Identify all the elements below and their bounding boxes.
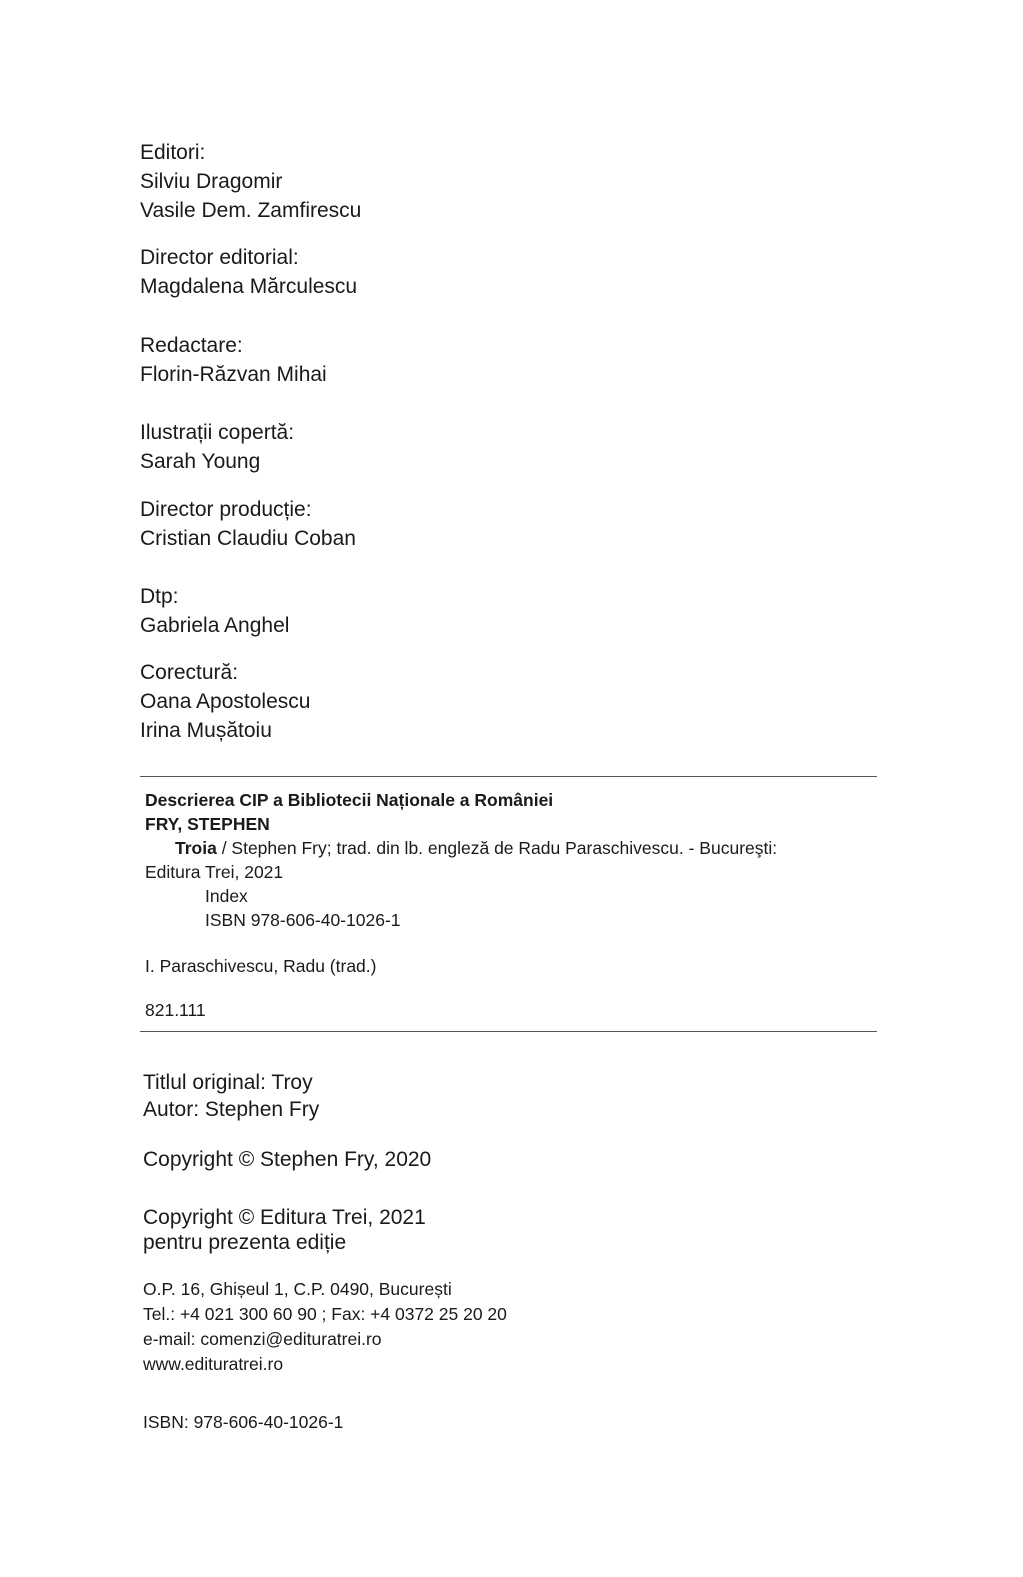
cip-classification: 821.111 xyxy=(145,1000,206,1020)
cip-contributor: I. Paraschivescu, Radu (trad.) xyxy=(145,956,377,976)
publisher-address: O.P. 16, Ghișeul 1, C.P. 0490, București xyxy=(143,1279,452,1299)
copyright-publisher: Copyright © Editura Trei, 2021 xyxy=(143,1206,426,1229)
copyright-note: pentru prezenta ediție xyxy=(143,1231,347,1254)
credit-editors xyxy=(140,138,361,225)
cip-description-line2: Editura Trei, 2021 xyxy=(145,862,284,882)
credit-director-productie xyxy=(140,495,356,553)
cip-description xyxy=(145,836,875,860)
cip-block xyxy=(145,788,875,1022)
credit-role: Editori: xyxy=(140,141,206,164)
credit-role: Director producție: xyxy=(140,498,312,521)
credit-director-editorial xyxy=(140,243,357,301)
cip-index: Index xyxy=(205,886,248,906)
credit-role: Corectură: xyxy=(140,661,239,684)
credit-ilustratii xyxy=(140,418,294,476)
credit-name: Magdalena Mărculescu xyxy=(140,275,358,298)
credit-name: Vasile Dem. Zamfirescu xyxy=(140,199,362,222)
credit-name: Gabriela Anghel xyxy=(140,614,290,637)
publisher-email: e-mail: comenzi@edituratrei.ro xyxy=(143,1329,382,1349)
credit-name: Sarah Young xyxy=(140,450,261,473)
credit-role: Ilustrații copertă: xyxy=(140,421,295,444)
divider-bottom xyxy=(140,1031,877,1032)
credit-role: Dtp: xyxy=(140,585,179,608)
imprint-isbn: ISBN: 978-606-40-1026-1 xyxy=(143,1412,344,1432)
cip-heading: Descrierea CIP a Bibliotecii Naționale a României xyxy=(145,790,554,810)
divider-top xyxy=(140,776,877,777)
credit-name: Florin-Răzvan Mihai xyxy=(140,363,327,386)
cip-title: Troia xyxy=(175,838,217,858)
credit-dtp xyxy=(140,582,289,640)
imprint-author: Autor: Stephen Fry xyxy=(143,1098,320,1121)
credit-corectura xyxy=(140,658,310,745)
credit-name: Cristian Claudiu Coban xyxy=(140,527,356,550)
copyright-author: Copyright © Stephen Fry, 2020 xyxy=(143,1148,432,1171)
publisher-phone-fax: Tel.: +4 021 300 60 90 ; Fax: +4 0372 25 20 20 xyxy=(143,1304,507,1324)
original-title: Titlul original: Troy xyxy=(143,1071,313,1094)
cip-author: FRY, STEPHEN xyxy=(145,814,270,834)
cip-description-line1: / Stephen Fry; trad. din lb. engleză de Radu Paraschivescu. - Bucureşti: xyxy=(216,838,778,858)
credit-role: Director editorial: xyxy=(140,246,299,269)
credit-name: Silviu Dragomir xyxy=(140,170,283,193)
cip-isbn: ISBN 978-606-40-1026-1 xyxy=(205,910,401,930)
publisher-website: www.edituratrei.ro xyxy=(143,1354,284,1374)
credit-name: Irina Mușătoiu xyxy=(140,719,272,742)
credit-role: Redactare: xyxy=(140,334,243,357)
credit-name: Oana Apostolescu xyxy=(140,690,311,713)
credit-redactare xyxy=(140,331,327,389)
imprint-section xyxy=(143,1069,883,1435)
